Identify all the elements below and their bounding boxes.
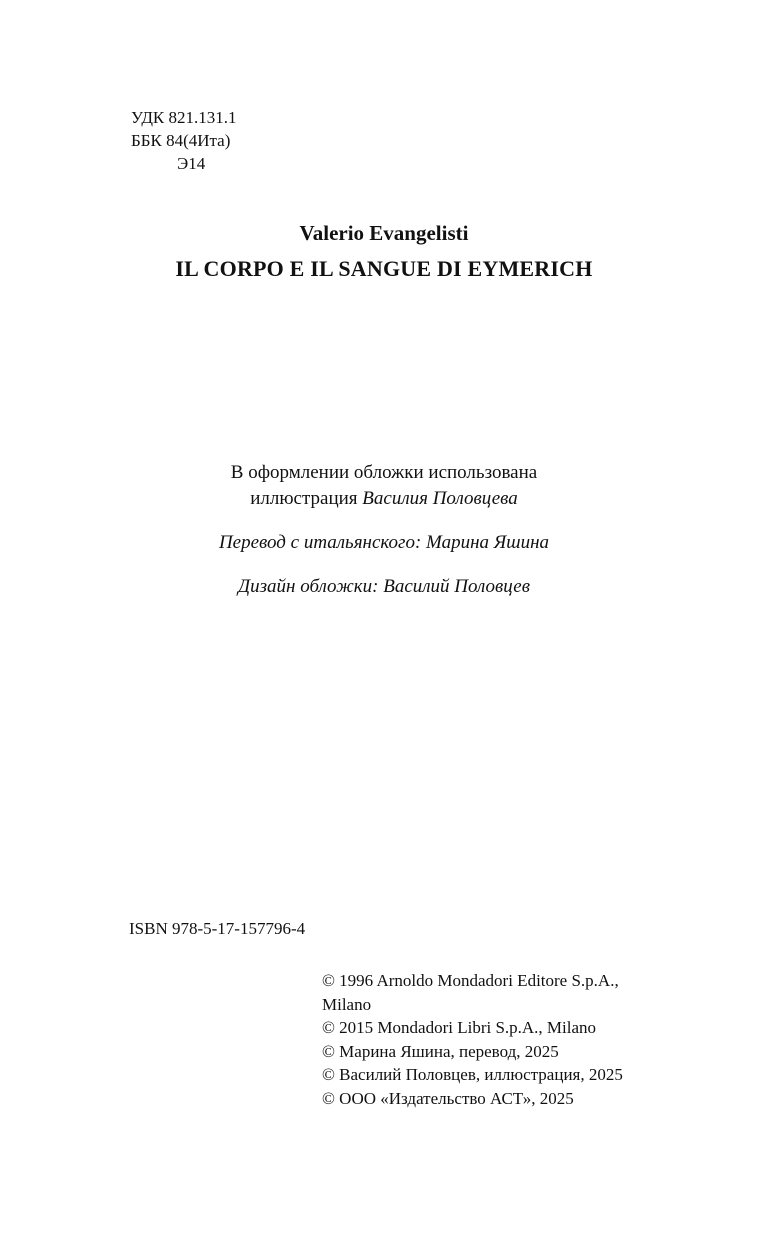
copyright-line: © 1996 Arnoldo Mondadori Editore S.p.A.,	[322, 971, 619, 990]
illustrator-name: Василия Половцева	[362, 488, 518, 509]
copyright-line: © 2015 Mondadori Libri S.p.A., Milano	[322, 1018, 597, 1037]
copyright-line: © Марина Яшина, перевод, 2025	[322, 1041, 559, 1061]
bbk-code: ББК 84(4Ита)	[131, 131, 231, 150]
author-mark: Э14	[177, 154, 206, 173]
cover-credit-line1: В оформлении обложки использована	[230, 462, 538, 483]
cover-credit-prefix: иллюстрация	[250, 488, 363, 509]
copyright-line: © Василий Половцев, иллюстрация, 2025	[322, 1065, 623, 1084]
copyright-line: Milano	[322, 994, 372, 1014]
original-title-block	[0, 218, 768, 286]
udk-code: УДК 821.131.1	[131, 108, 237, 127]
credits-block	[0, 460, 768, 600]
classification-codes	[131, 106, 237, 175]
original-title: IL CORPO E IL SANGUE DI EYMERICH	[175, 256, 593, 281]
isbn: ISBN 978-5-17-157796-4	[129, 919, 306, 938]
original-author: Valerio Evangelisti	[299, 221, 469, 245]
translation-credit: Перевод с итальянского: Марина Яшина	[218, 532, 550, 553]
cover-credit-line2	[0, 486, 768, 512]
copyright-line: © ООО «Издательство АСТ», 2025	[322, 1088, 574, 1108]
cover-design-credit: Дизайн обложки: Василий Половцев	[238, 576, 530, 597]
copyright-block	[322, 969, 623, 1110]
